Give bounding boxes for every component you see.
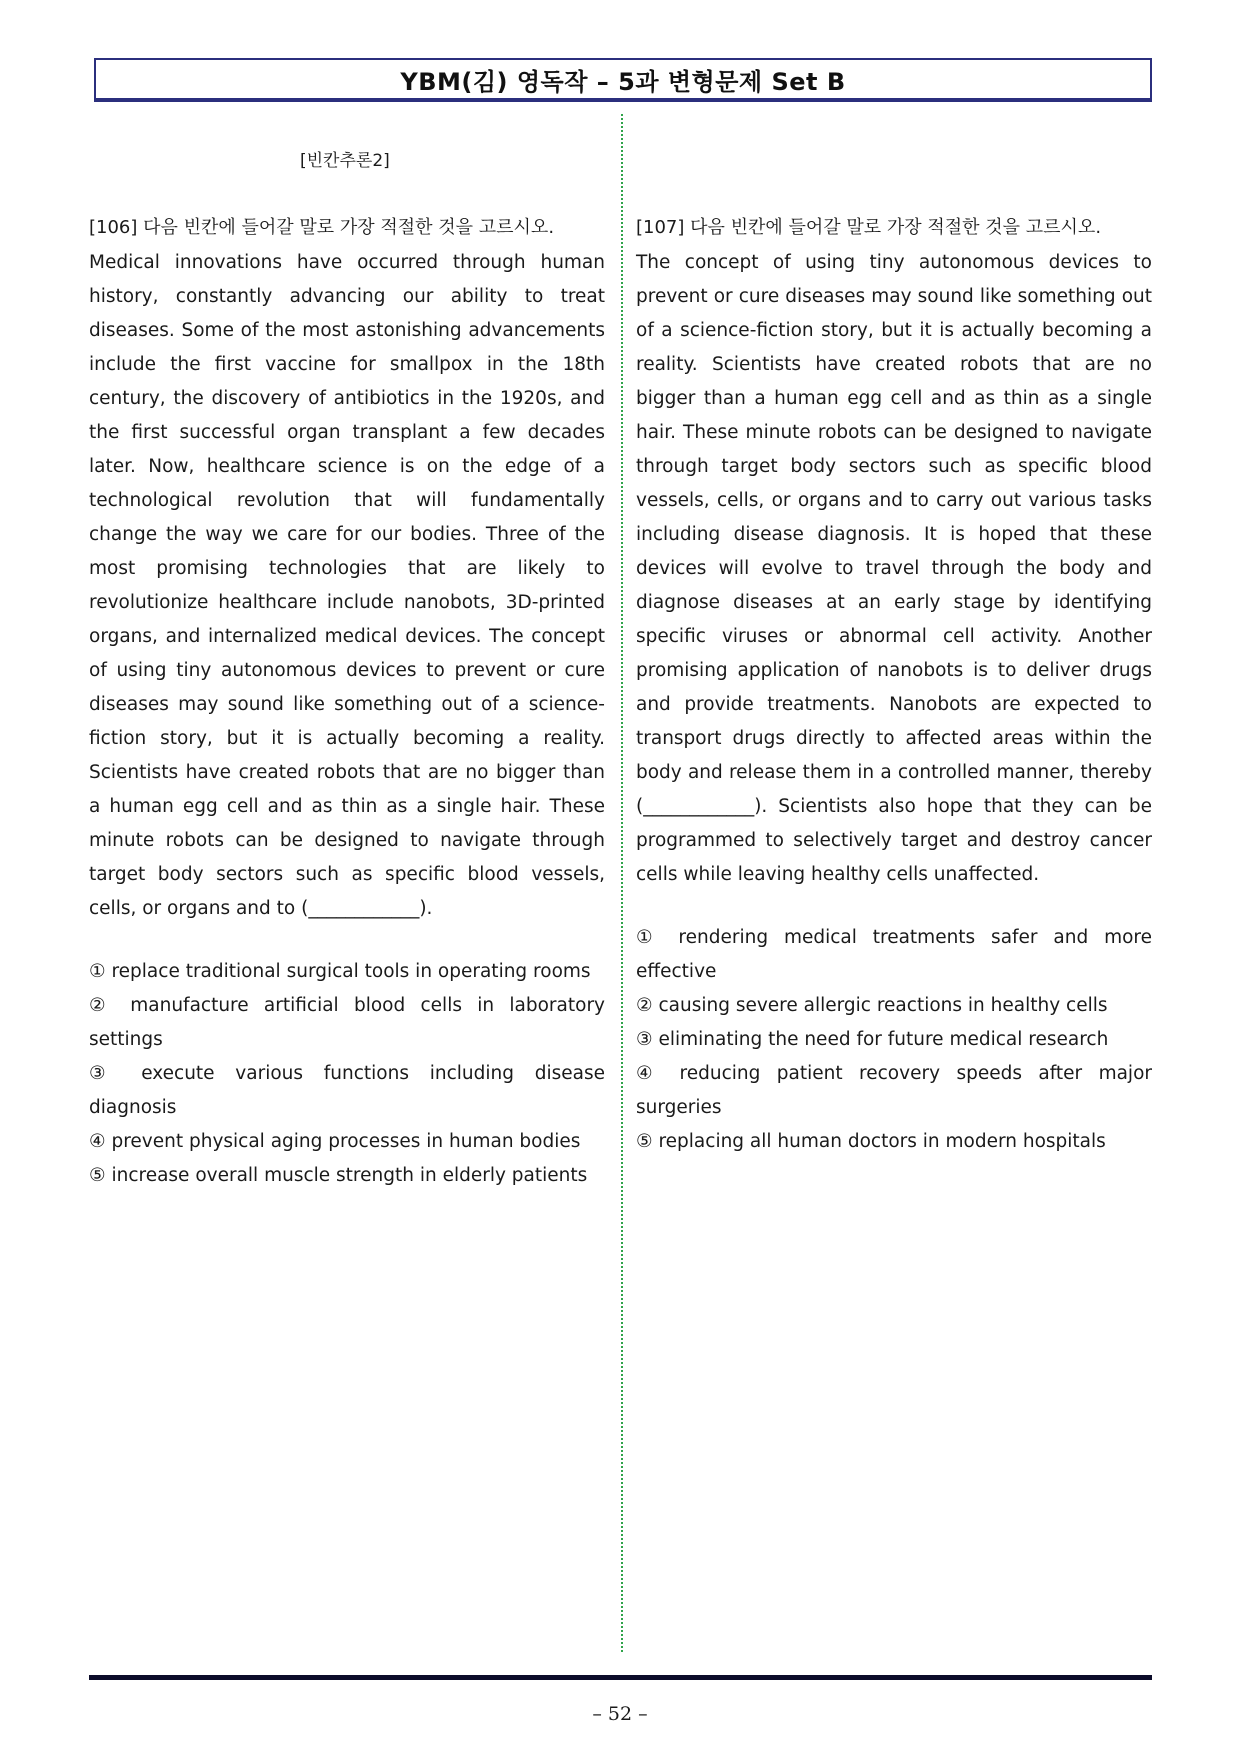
- question-106-passage: Medical innovations have occurred through human history, constantly advancing our ability to treat diseases. Some of the most astonishing advancements include the first vaccine for smallpox in the 18th century, the discovery of antibiotics in the 1920s, and the first successful organ transplant a few decades later. Now, healthcare science is on the edge of a technological revolution that will fundamentally change the way we care for our bodies. Three of the most promising technologies that are likely to revolutionize healthcare include nanobots, 3D-printed organs, and internalized medical devices. The concept of using tiny autonomous devices to prevent or cure diseases may sound like something out of a science-fiction story, but it is actually becoming a reality. Scientists have created robots that are no bigger than a human egg cell and as thin as a single hair. These minute robots can be designed to navigate through target body sectors such as specific blood vessels, cells, or organs and to (____________).: [89, 252, 605, 919]
- question-107-options: [636, 921, 1152, 1159]
- question-107-passage: The concept of using tiny autonomous devices to prevent or cure diseases may sound like something out of a science-fiction story, but it is actually becoming a reality. Scientists have created robots that are no bigger than a human egg cell and as thin as a single hair. These minute robots can be designed to navigate through target body sectors such as specific blood vessels, cells, or organs and to carry out various tasks including disease diagnosis. It is hoped that these devices will evolve to travel through the body and diagnose diseases at an early stage by identifying specific viruses or abnormal cell activity. Another promising application of nanobots is to deliver drugs and provide treatments. Nanobots are expected to transport drugs directly to affected areas within the body and release them in a controlled manner, thereby (____________). Scientists also hope that they can be programmed to selectively target and destroy cancer cells while leaving healthy cells unaffected.: [636, 252, 1152, 885]
- question-106-option-3[interactable]: ③ execute various functions including disease diagnosis: [89, 1063, 605, 1118]
- footer-rule: [89, 1675, 1152, 1680]
- question-106-option-4[interactable]: ④ prevent physical aging processes in human bodies: [89, 1131, 581, 1152]
- question-106-option-2[interactable]: ② manufacture artificial blood cells in laboratory settings: [89, 995, 605, 1050]
- page-title: YBM(김) 영독작 – 5과 변형문제 Set B: [400, 67, 846, 96]
- question-106-option-5[interactable]: ⑤ increase overall muscle strength in elderly patients: [89, 1165, 588, 1186]
- question-107-option-2[interactable]: ② causing severe allergic reactions in healthy cells: [636, 995, 1108, 1016]
- question-107-option-4[interactable]: ④ reducing patient recovery speeds after major surgeries: [636, 1063, 1152, 1118]
- page-header: [94, 58, 1152, 102]
- question-107-option-5[interactable]: ⑤ replacing all human doctors in modern hospitals: [636, 1131, 1106, 1152]
- question-107-option-1[interactable]: ① rendering medical treatments safer and more effective: [636, 927, 1152, 982]
- question-106-option-1[interactable]: ① replace traditional surgical tools in operating rooms: [89, 961, 591, 982]
- question-107-option-3[interactable]: ③ eliminating the need for future medical research: [636, 1029, 1109, 1050]
- page-number: – 52 –: [592, 1703, 648, 1725]
- question-107-heading: [107] 다음 빈칸에 들어갈 말로 가장 적절한 것을 고르시오.: [636, 217, 1102, 238]
- section-label: [빈칸추론2]: [300, 151, 390, 171]
- column-divider: [621, 114, 623, 1652]
- question-106-options: [89, 955, 605, 1193]
- question-106-heading: [106] 다음 빈칸에 들어갈 말로 가장 적절한 것을 고르시오.: [89, 217, 555, 238]
